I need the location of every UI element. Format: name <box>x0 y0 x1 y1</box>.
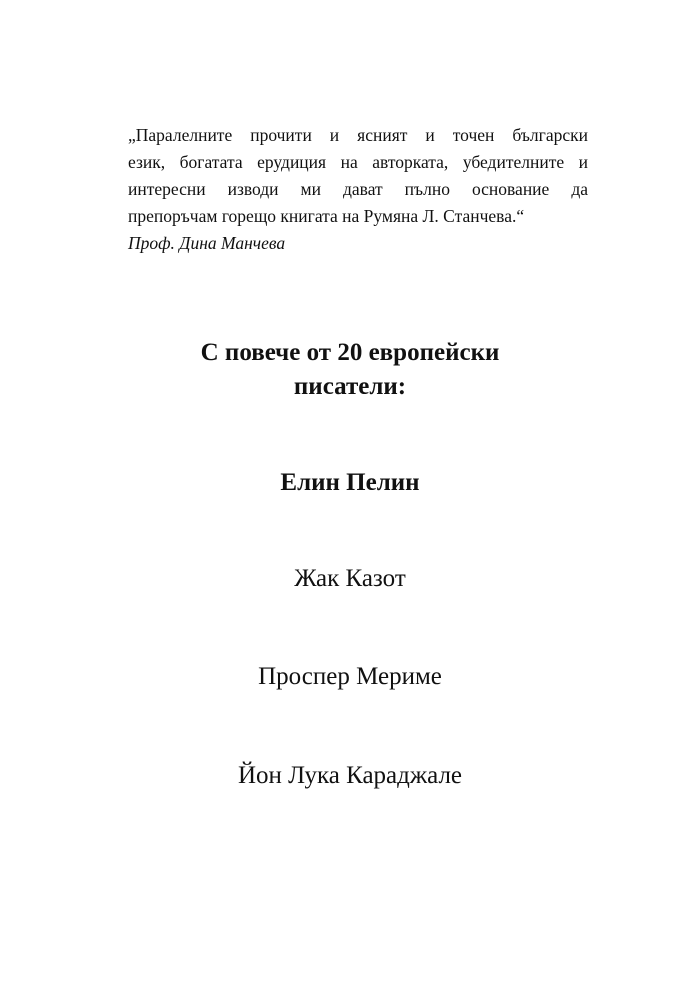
heading-line-2: писатели: <box>293 373 407 400</box>
heading-line-1: С повече от 20 европейски <box>200 339 500 366</box>
quote-line-3: интересни изводи ми дават пълно основание да <box>128 179 588 199</box>
quote-block <box>128 122 588 257</box>
author-name-4: Йон Лука Караджале <box>237 762 463 789</box>
quote-line-4: препоръчам горещо книгата на Румяна Л. Станчева.“ <box>128 206 525 226</box>
author-name-3: Проспер Мериме <box>258 663 442 690</box>
author-name-2: Жак Казот <box>294 565 406 592</box>
author-name-1: Елин Пелин <box>280 469 420 496</box>
section-heading <box>0 336 700 404</box>
quote-line-1: „Паралелните прочити и ясният и точен български <box>128 125 588 145</box>
quote-line-2: език, богатата ерудиция на авторката, убедителните и <box>128 152 588 172</box>
quote-attribution: Проф. Дина Манчева <box>128 233 286 253</box>
